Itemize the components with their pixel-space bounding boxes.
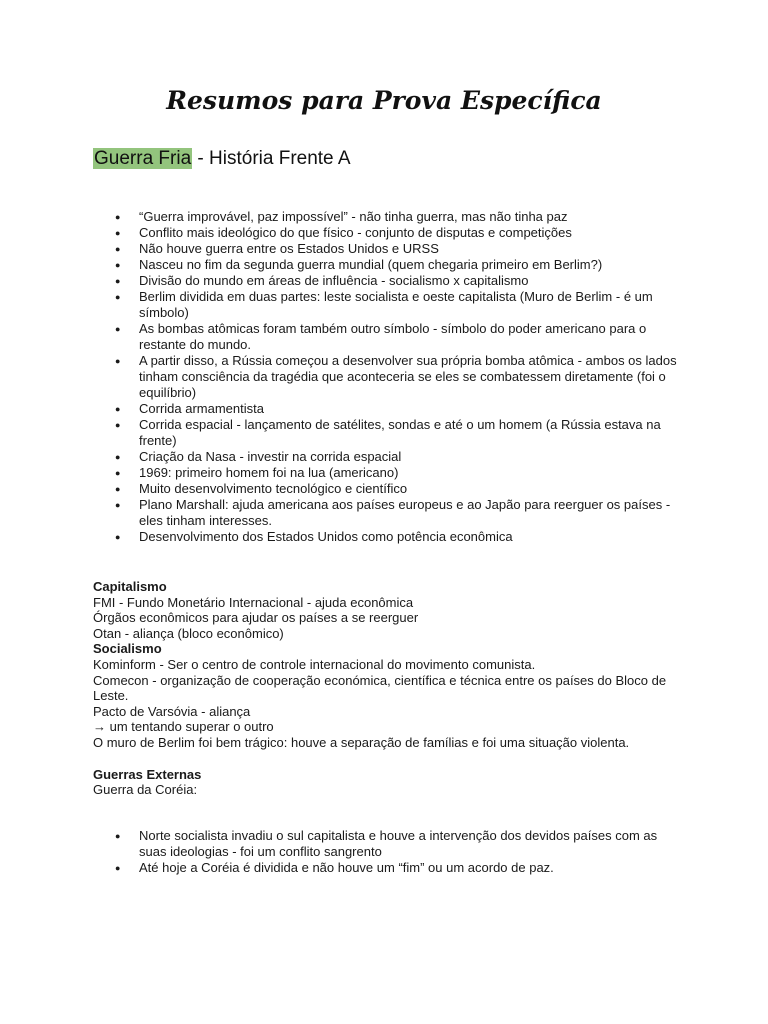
document-title: Resumos para Prova Específica	[166, 86, 602, 115]
section-title	[93, 148, 351, 170]
highlighted-topic: Guerra Fria	[94, 148, 192, 169]
text-line: Kominform - Ser o centro de controle internacional do movimento comunista.	[93, 656, 536, 672]
text-line: FMI - Fundo Monetário Internacional - ajuda econômica	[93, 594, 414, 610]
list-item: ● As bombas atômicas foram também outro símbolo - símbolo do poder americano para o restante do mundo.	[93, 321, 683, 353]
list-item: ● Muito desenvolvimento tecnológico e científico	[93, 481, 683, 497]
text-line: → um tentando superar o outro	[93, 719, 274, 735]
capitalismo-heading: Capitalismo	[93, 579, 167, 594]
list-item: ● Plano Marshall: ajuda americana aos países europeus e ao Japão para reerguer os países - eles tinham interesses.	[93, 497, 683, 529]
list-item: ● Criação da Nasa - investir na corrida espacial	[93, 449, 683, 465]
list-item: ● A partir disso, a Rússia começou a desenvolver sua própria bomba atômica - ambos os lados tinham consciência da tragédia que aconteceria se eles se combatessem diretamente (foi o equilíbrio)	[93, 353, 683, 401]
list-item: ● Não houve guerra entre os Estados Unidos e URSS	[93, 241, 683, 257]
text-line: Otan - aliança (bloco econômico)	[93, 625, 284, 641]
list-item: ● Corrida armamentista	[93, 401, 683, 417]
guerra-coreia-label: Guerra da Coréia:	[93, 782, 198, 798]
list-item: ● “Guerra improvável, paz impossível” - não tinha guerra, mas não tinha paz	[93, 209, 683, 225]
text-line: Comecon - organização de cooperação económica, científica e técnica entre os países do Bloco de Leste.	[93, 672, 667, 704]
list-item: ● Desenvolvimento dos Estados Unidos como potência econômica	[93, 529, 683, 545]
blocs-section	[93, 579, 673, 798]
list-item: ● Conflito mais ideológico do que físico - conjunto de disputas e competições	[93, 225, 683, 241]
socialismo-heading: Socialismo	[93, 641, 162, 657]
list-item: ● 1969: primeiro homem foi na lua (americano)	[93, 465, 683, 481]
text-line: Órgãos econômicos para ajudar os países a se reerguer	[93, 610, 419, 626]
guerras-externas-heading: Guerras Externas	[93, 766, 202, 782]
list-item: ● Até hoje a Coréia é dividida e não houve um “fim” ou um acordo de paz.	[93, 860, 683, 876]
list-item: ● Nasceu no fim da segunda guerra mundial (quem chegaria primeiro em Berlim?)	[93, 257, 683, 273]
list-item: ● Norte socialista invadiu o sul capitalista e houve a intervenção dos devidos países com as suas ideologias - foi um conflito sangrento	[93, 828, 683, 860]
list-item: ● Berlim dividida em duas partes: leste socialista e oeste capitalista (Muro de Berlim - é um símbolo)	[93, 289, 683, 321]
korea-bullet-list	[93, 828, 683, 876]
summary-bullet-list	[93, 209, 683, 545]
text-line: O muro de Berlim foi bem trágico: houve a separação de famílias e foi uma situação violenta.	[93, 734, 630, 750]
section-title-rest: - História Frente A	[192, 148, 351, 169]
text-line: Pacto de Varsóvia - aliança	[93, 703, 251, 719]
list-item: ● Divisão do mundo em áreas de influência - socialismo x capitalismo	[93, 273, 683, 289]
list-item: ● Corrida espacial - lançamento de satélites, sondas e até o um homem (a Rússia estava na frente)	[93, 417, 683, 449]
